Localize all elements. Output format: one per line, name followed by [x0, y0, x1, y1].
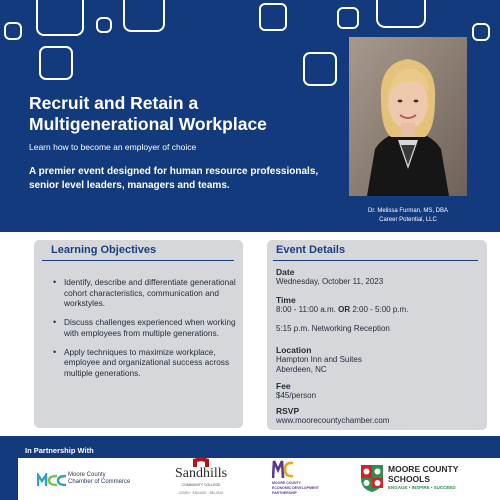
event-details-title: Event Details [276, 244, 346, 256]
rsvp-label: RSVP [276, 406, 300, 416]
schools-name-line-2: SCHOOLS [388, 474, 431, 484]
time-slot-morning: 8:00 - 11:00 a.m. [276, 305, 336, 314]
speaker-caption [345, 207, 471, 225]
edp-name-line-3: PARTNERSHIP [272, 491, 297, 495]
title-line-1: Recruit and Retain a [29, 93, 199, 113]
edp-mark-icon [272, 459, 294, 479]
event-rsvp [276, 406, 486, 426]
list-item: • Discuss challenges experienced when working with employees from multiple generations. [64, 317, 236, 338]
subtitle: Learn how to become an employer of choice [29, 142, 197, 152]
date-value: Wednesday, October 11, 2023 [276, 277, 384, 286]
speaker-photo [349, 37, 467, 196]
schools-name-line-1: MOORE COUNTY [388, 464, 459, 474]
time-reception: 5:15 p.m. Networking Reception [276, 324, 390, 333]
sandhills-name: Sandhills [174, 466, 228, 481]
edp-name-line-2: ECONOMIC DEVELOPMENT [272, 486, 319, 490]
fee-value: $45/person [276, 391, 317, 400]
header-banner [0, 0, 500, 232]
location-line-1: Hampton Inn and Suites [276, 355, 362, 364]
event-description: A premier event designed for human resource professionals, senior level leaders, managers and teams. [29, 166, 319, 191]
page-title [29, 93, 349, 135]
time-label: Time [276, 295, 296, 305]
speaker-portrait-image [349, 37, 467, 196]
time-or: OR [338, 305, 351, 314]
schools-tagline: ENGAGE • INSPIRE • SUCCEED [388, 485, 456, 490]
decorative-square [376, 0, 426, 28]
edp-name-line-1: MOORE COUNTY [272, 481, 301, 485]
event-time [276, 295, 486, 334]
decorative-square [303, 52, 337, 86]
speaker-name: Dr. Melissa Furman, MS, DBA [367, 208, 448, 214]
decorative-square [472, 23, 490, 41]
event-date [276, 267, 486, 287]
decorative-square [337, 7, 359, 29]
rsvp-link[interactable]: www.moorecountychamber.com [276, 416, 390, 425]
learning-objectives-list [64, 277, 236, 387]
chamber-of-commerce-logo[interactable] [37, 471, 147, 489]
decorative-square [4, 22, 22, 40]
schools-shield-icon [359, 463, 385, 493]
moore-county-schools-logo[interactable] [359, 463, 469, 495]
learning-objectives-title: Learning Objectives [51, 244, 157, 256]
economic-development-partnership-logo[interactable] [272, 459, 332, 499]
speaker-company: Career Potential, LLC [379, 217, 437, 223]
mcc-mark-icon [37, 473, 67, 487]
decorative-square [96, 17, 112, 33]
event-fee [276, 381, 486, 401]
event-details-divider [273, 260, 478, 261]
chamber-name-line-1: Moore County [68, 472, 106, 478]
sandhills-community-college-logo[interactable] [168, 457, 234, 497]
location-line-2: Aberdeen, NC [276, 365, 327, 374]
event-location [276, 345, 486, 375]
decorative-square [123, 0, 165, 32]
title-line-2: Multigenerational Workplace [29, 114, 267, 134]
time-slot-afternoon: 2:00 - 5:00 p.m. [352, 305, 409, 314]
decorative-square [36, 0, 84, 36]
learning-objectives-divider [42, 260, 234, 261]
decorative-square [259, 3, 287, 31]
location-label: Location [276, 345, 312, 355]
list-item: • Apply techniques to maximize workplace, employee and organizational success across multiple generations. [64, 347, 236, 379]
fee-label: Fee [276, 381, 291, 391]
partnership-heading: In Partnership With [25, 446, 94, 455]
chamber-name-line-2: Chamber of Commerce [68, 479, 131, 485]
date-label: Date [276, 267, 295, 277]
time-value [276, 305, 486, 315]
decorative-square [39, 46, 73, 80]
list-item: • Identify, describe and differentiate generational cohort characteristics, communication and workstyles. [64, 277, 236, 309]
sandhills-subtitle: COMMUNITY COLLEGE [181, 483, 221, 487]
sandhills-tagline: LEARN · ENGAGE · BELONG [178, 491, 224, 495]
